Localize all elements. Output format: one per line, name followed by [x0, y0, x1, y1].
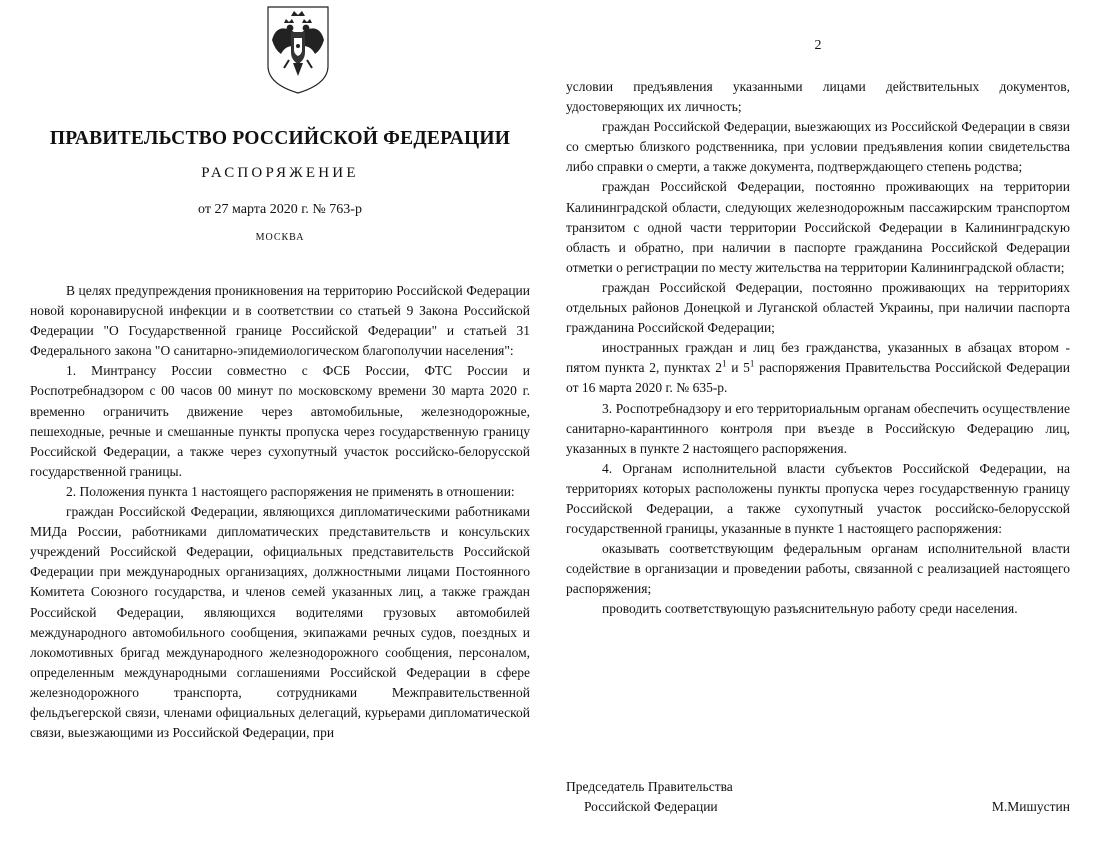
exception-bereavement-paragraph: граждан Российской Федерации, выезжающих из Российской Федерации в связи со смертью близкого родственника, при условии предъявления копии свидетельства либо справки о смерти, а также документа, подтверждающего степень родства;	[566, 119, 1070, 175]
foreigners-text-2: и 5	[726, 360, 750, 376]
exception-kaliningrad-paragraph: граждан Российской Федерации, постоянно проживающих на территории Калининградской области, следующих железнодорожным пассажирским транспортом транзитом с одной части территории Российской Федерации в Калининградскую область и обратно, при наличии в паспорте гражданина Российской Федерации отметки о регистрации по месту жительства на территории Калининградской области;	[566, 179, 1070, 275]
exception-diplomats-paragraph: граждан Российской Федерации, являющихся дипломатическими работниками МИДа России, работниками дипломатических представительств и консульских учреждений Российской Федерации, официальных представительств Российской Федерации при международных организациях, должностными лицами Постоянного Комитета Союзного государства, и членов семей указанных лиц, а также граждан Российской Федерации, являющихся водителями грузовых автомобилей международного автомобильного сообщения, экипажами речных судов, поездных и локомотивных бригад международного железнодорожного сообщения, персоналом, определенным международными соглашениями Российской Федерации в сфере железнодорожного транспорта, сотрудниками Межправительственной фельдъегерской связи, членами официальных делегаций, курьерами дипломатической связи, выезжающими из Российской Федерации, при	[30, 504, 530, 741]
superscript-1: 1	[721, 358, 727, 369]
clause-4-explain-paragraph: проводить соответствующую разъяснительную работу среди населения.	[602, 601, 1018, 617]
document-date-number: от 27 марта 2020 г. № 763-р	[198, 202, 362, 217]
clause-4-paragraph: 4. Органам исполнительной власти субъектов Российской Федерации, на территориях которых расположены пункты пропуска через государственную границу Российской Федерации, а также сухопутный участок российско-белорусской государственной границы, указанные в пункте 1 настоящего распоряжения:	[566, 460, 1070, 537]
foreigners-text-3: распоряжения Правительства Российской Федерации от 16 марта 2020 г. № 635-р.	[566, 360, 1070, 396]
signatory-name: М.Мишустин	[991, 799, 1070, 814]
preamble-paragraph: В целях предупреждения проникновения на территорию Российской Федерации новой коронавирусной инфекции и в соответствии со статьей 9 Закона Российской Федерации "О Государственной границе Российской Федерации" и статьей 31 Федерального закона "О санитарно-эпидемиологическом благополучии населения":	[30, 283, 530, 359]
government-title: ПРАВИТЕЛЬСТВО РОССИЙСКОЙ ФЕДЕРАЦИИ	[49, 128, 511, 149]
superscript-2: 1	[749, 358, 755, 369]
signatory-position-line1: Председатель Правительства	[566, 779, 733, 794]
continuation-paragraph: условии предъявления указанными лицами действительных документов, удостоверяющих их личность;	[566, 79, 1070, 115]
foreigners-text-1: иностранных граждан и лиц без гражданства, указанных в абзацах втором - пятом пункта 2, пунктах 2	[566, 340, 1070, 376]
clause-1-paragraph: 1. Минтрансу России совместно с ФСБ России, ФТС России и Роспотребнадзором с 00 часов 00 минут по московскому времени 30 марта 2020 г. временно ограничить движение через автомобильные, железнодорожные, пешеходные, речные и смешанные пункты пропуска через государственную границу Российской Федерации, а также через сухопутный участок российско-белорусской государственной границы.	[30, 363, 530, 479]
clause-2-paragraph: 2. Положения пункта 1 настоящего распоряжения не применять в отношении:	[66, 483, 515, 499]
clause-3-paragraph: 3. Роспотребнадзору и его территориальным органам обеспечить осуществление санитарно-карантинного контроля при въезде в Российскую Федерацию лиц, указанных в пункте 2 настоящего распоряжения.	[566, 400, 1070, 456]
coat-of-arms-icon	[267, 6, 329, 94]
exception-donbass-paragraph: граждан Российской Федерации, постоянно проживающих на территориях отдельных районов Донецкой и Луганской областей Украины, при наличии паспорта гражданина Российской Федерации;	[566, 279, 1070, 336]
exception-foreigners-paragraph	[566, 338, 1070, 398]
clause-4-assist-paragraph: оказывать соответствующим федеральным органам исполнительной власти содействие в организации и проведении работы, связанной с реализацией настоящего распоряжения;	[566, 541, 1070, 597]
page-one-body	[30, 281, 530, 743]
page-number: 2	[814, 38, 822, 53]
document-type: РАСПОРЯЖЕНИЕ	[201, 165, 359, 181]
signatory-position-line2: Российской Федерации	[584, 799, 718, 814]
document-city: МОСКВА	[255, 232, 305, 243]
page-two-body	[566, 77, 1070, 620]
